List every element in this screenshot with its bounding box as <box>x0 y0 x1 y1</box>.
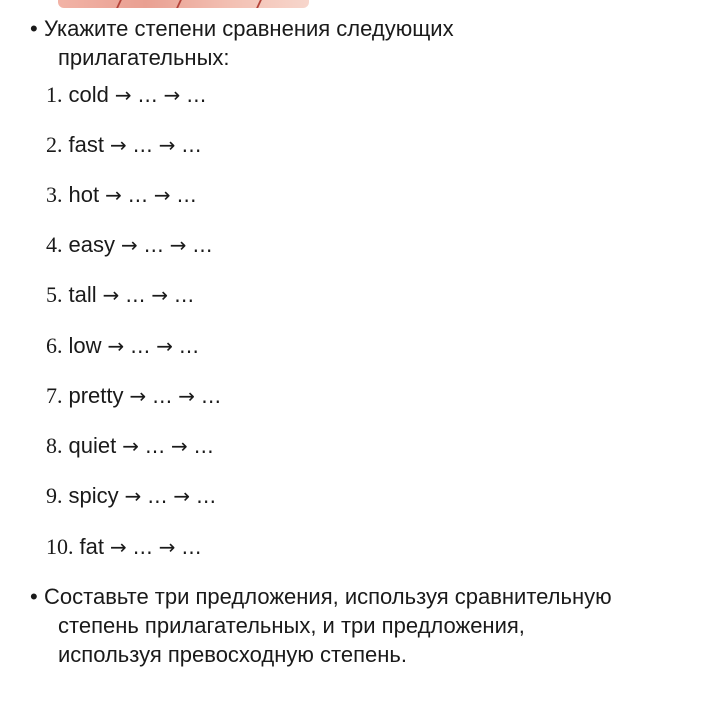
blank-placeholder: … <box>192 233 213 257</box>
item-number: 8. <box>46 433 63 458</box>
instruction-write-sentences <box>30 582 710 669</box>
blank-placeholder: … <box>127 183 148 207</box>
exercise-item <box>46 432 214 460</box>
item-number: 7. <box>46 383 63 408</box>
item-adjective: quiet <box>68 433 117 458</box>
arrow-right-icon: → <box>105 183 122 207</box>
arrow-right-icon: → <box>173 484 191 508</box>
arrow-right-icon: → <box>169 233 187 257</box>
instruction-line: используя превосходную степень. <box>58 642 407 667</box>
item-number: 1. <box>46 82 63 107</box>
blank-placeholder: … <box>181 535 202 559</box>
item-number: 5. <box>46 282 63 307</box>
instruction-line: степень прилагательных, и три предложения, <box>58 613 525 638</box>
exercise-item <box>46 332 199 360</box>
blank-placeholder: … <box>147 484 168 508</box>
bullet-icon: • <box>30 584 38 609</box>
blank-placeholder: … <box>181 133 202 157</box>
item-adjective: spicy <box>68 483 119 508</box>
item-adjective: fast <box>68 132 104 157</box>
item-number: 10. <box>46 534 74 559</box>
item-adjective: pretty <box>68 383 124 408</box>
arrow-right-icon: → <box>124 484 142 508</box>
item-adjective: low <box>68 333 102 358</box>
blank-placeholder: … <box>137 83 158 107</box>
blank-placeholder: … <box>186 83 207 107</box>
arrow-right-icon: → <box>178 384 196 408</box>
blank-placeholder: … <box>201 384 222 408</box>
exercise-item <box>46 533 202 561</box>
blank-placeholder: … <box>196 484 217 508</box>
arrow-right-icon: → <box>102 283 120 307</box>
instruction-line: Укажите степени сравнения следующих <box>44 16 454 41</box>
arrow-right-icon: → <box>151 283 169 307</box>
item-number: 3. <box>46 182 63 207</box>
item-adjective: easy <box>68 232 115 257</box>
exercise-item <box>46 131 202 159</box>
item-adjective: hot <box>68 182 100 207</box>
blank-placeholder: … <box>174 283 195 307</box>
blank-placeholder: … <box>176 183 197 207</box>
item-adjective: fat <box>79 534 104 559</box>
arrow-right-icon: → <box>120 233 138 257</box>
exercise-item <box>46 181 197 209</box>
blank-placeholder: … <box>152 384 173 408</box>
exercise-item <box>46 382 221 410</box>
exercise-item <box>46 81 206 109</box>
arrow-right-icon: → <box>122 434 139 458</box>
blank-placeholder: … <box>193 434 214 458</box>
arrow-right-icon: → <box>163 83 181 107</box>
instruction-line: Составьте три предложения, используя сравнительную <box>44 584 612 609</box>
blank-placeholder: … <box>132 133 153 157</box>
item-number: 6. <box>46 333 63 358</box>
arrow-right-icon: → <box>129 384 147 408</box>
arrow-right-icon: → <box>114 83 132 107</box>
blank-placeholder: … <box>130 334 151 358</box>
item-number: 4. <box>46 232 63 257</box>
blank-placeholder: … <box>132 535 153 559</box>
item-number: 9. <box>46 483 63 508</box>
blank-placeholder: … <box>144 434 165 458</box>
arrow-right-icon: → <box>156 334 174 358</box>
item-adjective: tall <box>68 282 97 307</box>
exercise-item <box>46 281 194 309</box>
exercise-item <box>46 482 216 510</box>
exercise-item <box>46 231 213 259</box>
arrow-right-icon: → <box>158 133 176 157</box>
arrow-right-icon: → <box>107 334 125 358</box>
arrow-right-icon: → <box>109 133 127 157</box>
item-adjective: cold <box>68 82 109 107</box>
arrow-right-icon: → <box>153 183 171 207</box>
bullet-icon: • <box>30 16 38 41</box>
blank-placeholder: … <box>179 334 200 358</box>
item-number: 2. <box>46 132 63 157</box>
instruction-line: прилагательных: <box>58 45 230 70</box>
arrow-right-icon: → <box>170 434 188 458</box>
arrow-right-icon: → <box>109 535 127 559</box>
blank-placeholder: … <box>143 233 164 257</box>
instruction-text <box>30 582 710 669</box>
arrow-right-icon: → <box>158 535 176 559</box>
blank-placeholder: … <box>125 283 146 307</box>
